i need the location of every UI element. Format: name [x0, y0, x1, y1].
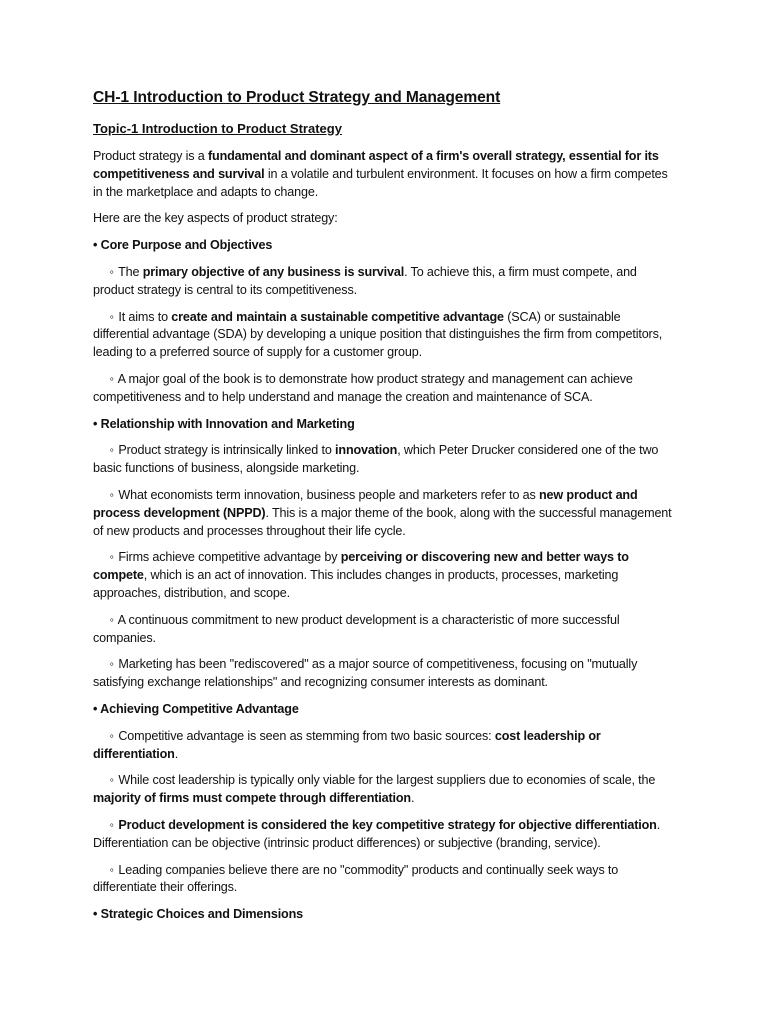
- item-text: , which is an act of innovation. This includes changes in products, processes, marketing approaches, distribution, and scope.: [93, 568, 619, 600]
- section-heading-label: Relationship with Innovation and Marketing: [100, 416, 355, 431]
- sub-bullet-mark: ◦: [109, 309, 114, 324]
- item-bold: new product and process development (NPPD): [93, 487, 638, 520]
- sub-bullet-mark: ◦: [109, 612, 114, 627]
- item-text: It aims to: [118, 309, 172, 324]
- list-item: [93, 309, 676, 362]
- key-aspects-paragraph: Here are the key aspects of product strategy:: [93, 211, 338, 226]
- sub-bullet-mark: ◦: [109, 773, 114, 788]
- bullet-mark: •: [93, 416, 98, 431]
- item-text: . Differentiation can be objective (intrinsic product differences) or subjective (branding, service).: [93, 817, 661, 850]
- sub-bullet-mark: ◦: [109, 550, 114, 565]
- list-item: [93, 862, 676, 898]
- list-item: [93, 487, 676, 540]
- item-text: .: [174, 746, 179, 761]
- bullet-mark: •: [93, 907, 98, 922]
- sub-bullet-mark: ◦: [109, 817, 114, 832]
- chapter-title: CH-1 Introduction to Product Strategy and Management: [93, 89, 501, 106]
- item-text: . This is a major theme of the book, along with the successful management of new products and processes throughout their life cycle.: [93, 505, 672, 538]
- item-bold: innovation: [335, 443, 398, 458]
- sub-bullet-mark: ◦: [109, 728, 114, 743]
- item-text: .: [410, 791, 415, 806]
- section-heading-label: Core Purpose and Objectives: [100, 238, 273, 253]
- topic-heading: Topic-1 Introduction to Product Strategy: [93, 121, 342, 136]
- intro-text-bold: fundamental and dominant aspect of a firm's overall strategy, essential for its competitiveness and survival: [93, 149, 659, 181]
- item-bold: perceiving or discovering new and better ways to compete: [93, 550, 629, 583]
- list-item: [93, 817, 676, 853]
- list-item: [93, 264, 676, 300]
- sub-bullet-mark: ◦: [109, 657, 114, 672]
- sub-bullet-mark: ◦: [109, 862, 114, 877]
- sub-bullet-mark: ◦: [109, 371, 114, 386]
- intro-text-a: Product strategy is a: [93, 149, 208, 163]
- list-item: [93, 371, 676, 407]
- item-bold: create and maintain a sustainable competitive advantage: [171, 309, 504, 324]
- item-text: While cost leadership is typically only viable for the largest suppliers due to economies of scale, the: [118, 773, 656, 788]
- item-text: A major goal of the book is to demonstrate how product strategy and management can achieve competitiveness and to help understand and manage the creation and maintenance of SCA.: [93, 371, 633, 404]
- sub-bullet-mark: ◦: [109, 487, 114, 502]
- sub-bullet-mark: ◦: [109, 443, 114, 458]
- item-bold: majority of firms must compete through differentiation: [93, 791, 411, 806]
- list-item: [93, 772, 676, 808]
- item-text: Product strategy is intrinsically linked to: [118, 443, 336, 458]
- bullet-mark: •: [93, 238, 98, 253]
- item-bold: cost leadership or differentiation: [93, 728, 601, 761]
- item-text: A continuous commitment to new product development is a characteristic of more successful companies.: [93, 612, 620, 645]
- list-item: [93, 656, 676, 692]
- bullet-mark: •: [93, 701, 98, 716]
- list-item: [93, 728, 676, 764]
- item-text: What economists term innovation, business people and marketers refer to as: [118, 487, 540, 502]
- list-item: [93, 442, 676, 478]
- item-text: The: [118, 264, 143, 279]
- item-text: (SCA) or sustainable differential advantage (SDA) by developing a unique position that distinguishes the firm from competitors, leading to a preferred source of supply for a customer group.: [93, 309, 663, 360]
- section-heading-strategic: [93, 906, 676, 924]
- list-item: [93, 612, 676, 648]
- intro-paragraph: [93, 148, 676, 201]
- item-text: Marketing has been "rediscovered" as a major source of competitiveness, focusing on "mutually satisfying exchange relationships" and recognizing consumer interests as dominant.: [93, 657, 638, 690]
- sub-bullet-mark: ◦: [109, 264, 114, 279]
- section-heading-label: Strategic Choices and Dimensions: [100, 907, 303, 922]
- item-text: Competitive advantage is seen as stemming from two basic sources:: [118, 728, 495, 743]
- list-item: [93, 549, 676, 602]
- section-heading-core: [93, 237, 676, 255]
- item-text: . To achieve this, a firm must compete, and product strategy is central to its competitiveness.: [93, 264, 637, 297]
- item-text: , which Peter Drucker considered one of the two basic functions of business, alongside marketing.: [93, 443, 659, 476]
- section-heading-advantage: [93, 701, 676, 719]
- section-heading-label: Achieving Competitive Advantage: [100, 701, 299, 716]
- item-text: Firms achieve competitive advantage by: [118, 550, 341, 565]
- item-bold: primary objective of any business is survival: [142, 264, 405, 279]
- item-bold: Product development is considered the key competitive strategy for objective differentiation: [118, 817, 657, 832]
- item-text: Leading companies believe there are no "commodity" products and continually seek ways to differentiate their offerings.: [93, 862, 619, 895]
- section-heading-innovation: [93, 416, 676, 434]
- intro-text-c: in a volatile and turbulent environment. It focuses on how a firm competes in the marketplace and adapts to change.: [93, 166, 668, 199]
